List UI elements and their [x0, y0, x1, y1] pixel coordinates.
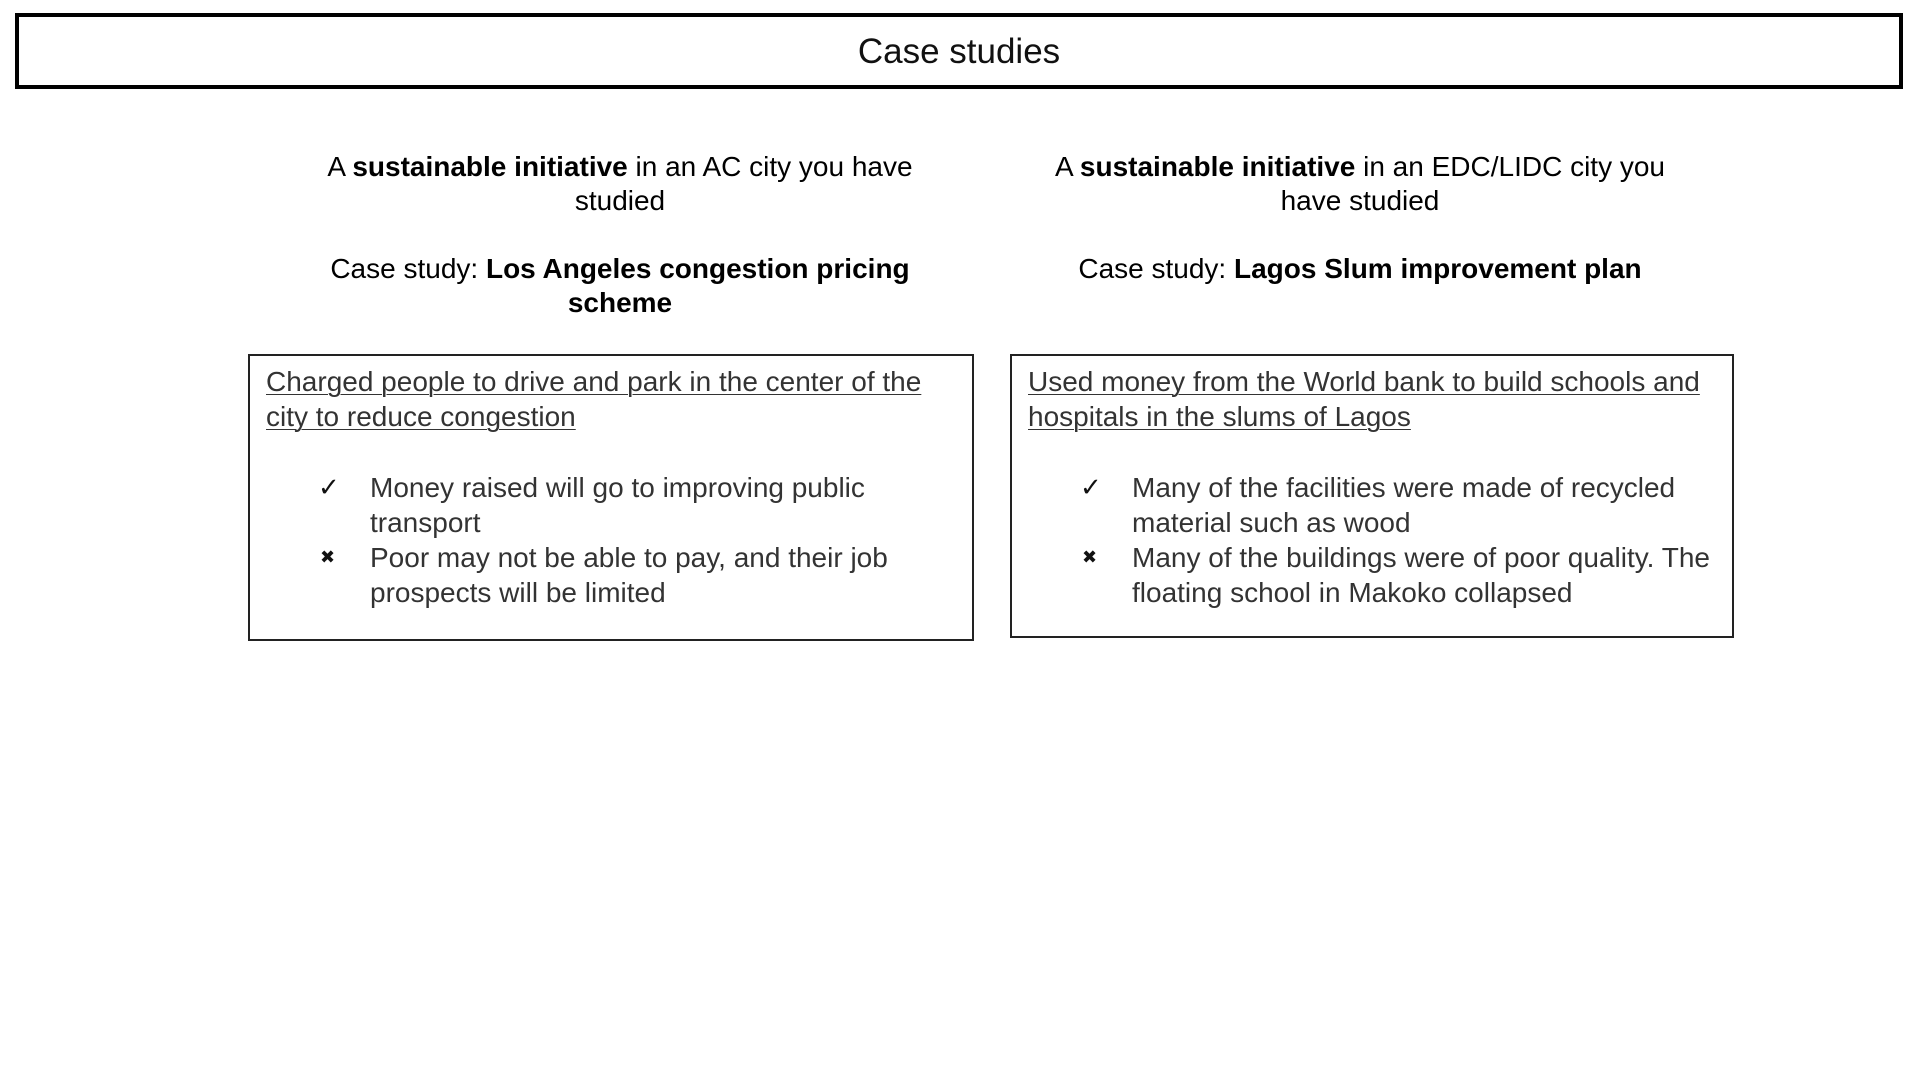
heading-rest: in an EDC/LIDC city you have studied	[1280, 151, 1665, 216]
heading-prefix: A	[1054, 151, 1080, 182]
column-heading	[295, 150, 945, 218]
disadvantage-text: Poor may not be able to pay, and their job prospects will be limited	[370, 542, 888, 608]
page-title: Case studies	[857, 31, 1061, 71]
case-study-name: Los Angeles congestion pricing scheme	[485, 253, 910, 318]
advantage-text: Many of the facilities were made of recycled material such as wood	[1132, 472, 1676, 538]
advantage-point	[266, 470, 956, 540]
case-summary: Charged people to drive and park in the center of the city to reduce congestion	[266, 366, 922, 432]
disadvantage-point	[1028, 540, 1716, 610]
disadvantage-text: Many of the buildings were of poor quality. The floating school in Makoko collapsed	[1132, 542, 1710, 608]
case-study-name: Lagos Slum improvement plan	[1234, 253, 1642, 284]
heading-rest: in an AC city you have studied	[574, 151, 913, 216]
check-icon: ✓	[1080, 472, 1102, 502]
cross-icon: ✖	[320, 547, 336, 567]
case-card-los-angeles	[248, 354, 974, 641]
case-study-line	[295, 252, 945, 320]
case-summary: Used money from the World bank to build schools and hospitals in the slums of Lagos	[1028, 366, 1700, 432]
advantage-text: Money raised will go to improving public transport	[370, 472, 865, 538]
title-box	[15, 13, 1903, 89]
column-heading	[1035, 150, 1685, 218]
advantage-point	[1028, 470, 1716, 540]
disadvantage-point	[266, 540, 956, 610]
heading-bold: sustainable initiative	[352, 151, 628, 182]
case-card-lagos	[1010, 354, 1734, 638]
heading-prefix: A	[327, 151, 353, 182]
case-study-line	[1035, 252, 1685, 286]
heading-bold: sustainable initiative	[1079, 151, 1356, 182]
points-list	[1028, 470, 1716, 610]
check-icon: ✓	[318, 472, 340, 502]
cross-icon: ✖	[1082, 547, 1098, 567]
case-prefix: Case study:	[1078, 253, 1234, 284]
column-edc-lidc-city	[1035, 150, 1685, 286]
case-prefix: Case study:	[330, 253, 486, 284]
points-list	[266, 470, 956, 610]
column-ac-city	[295, 150, 945, 320]
